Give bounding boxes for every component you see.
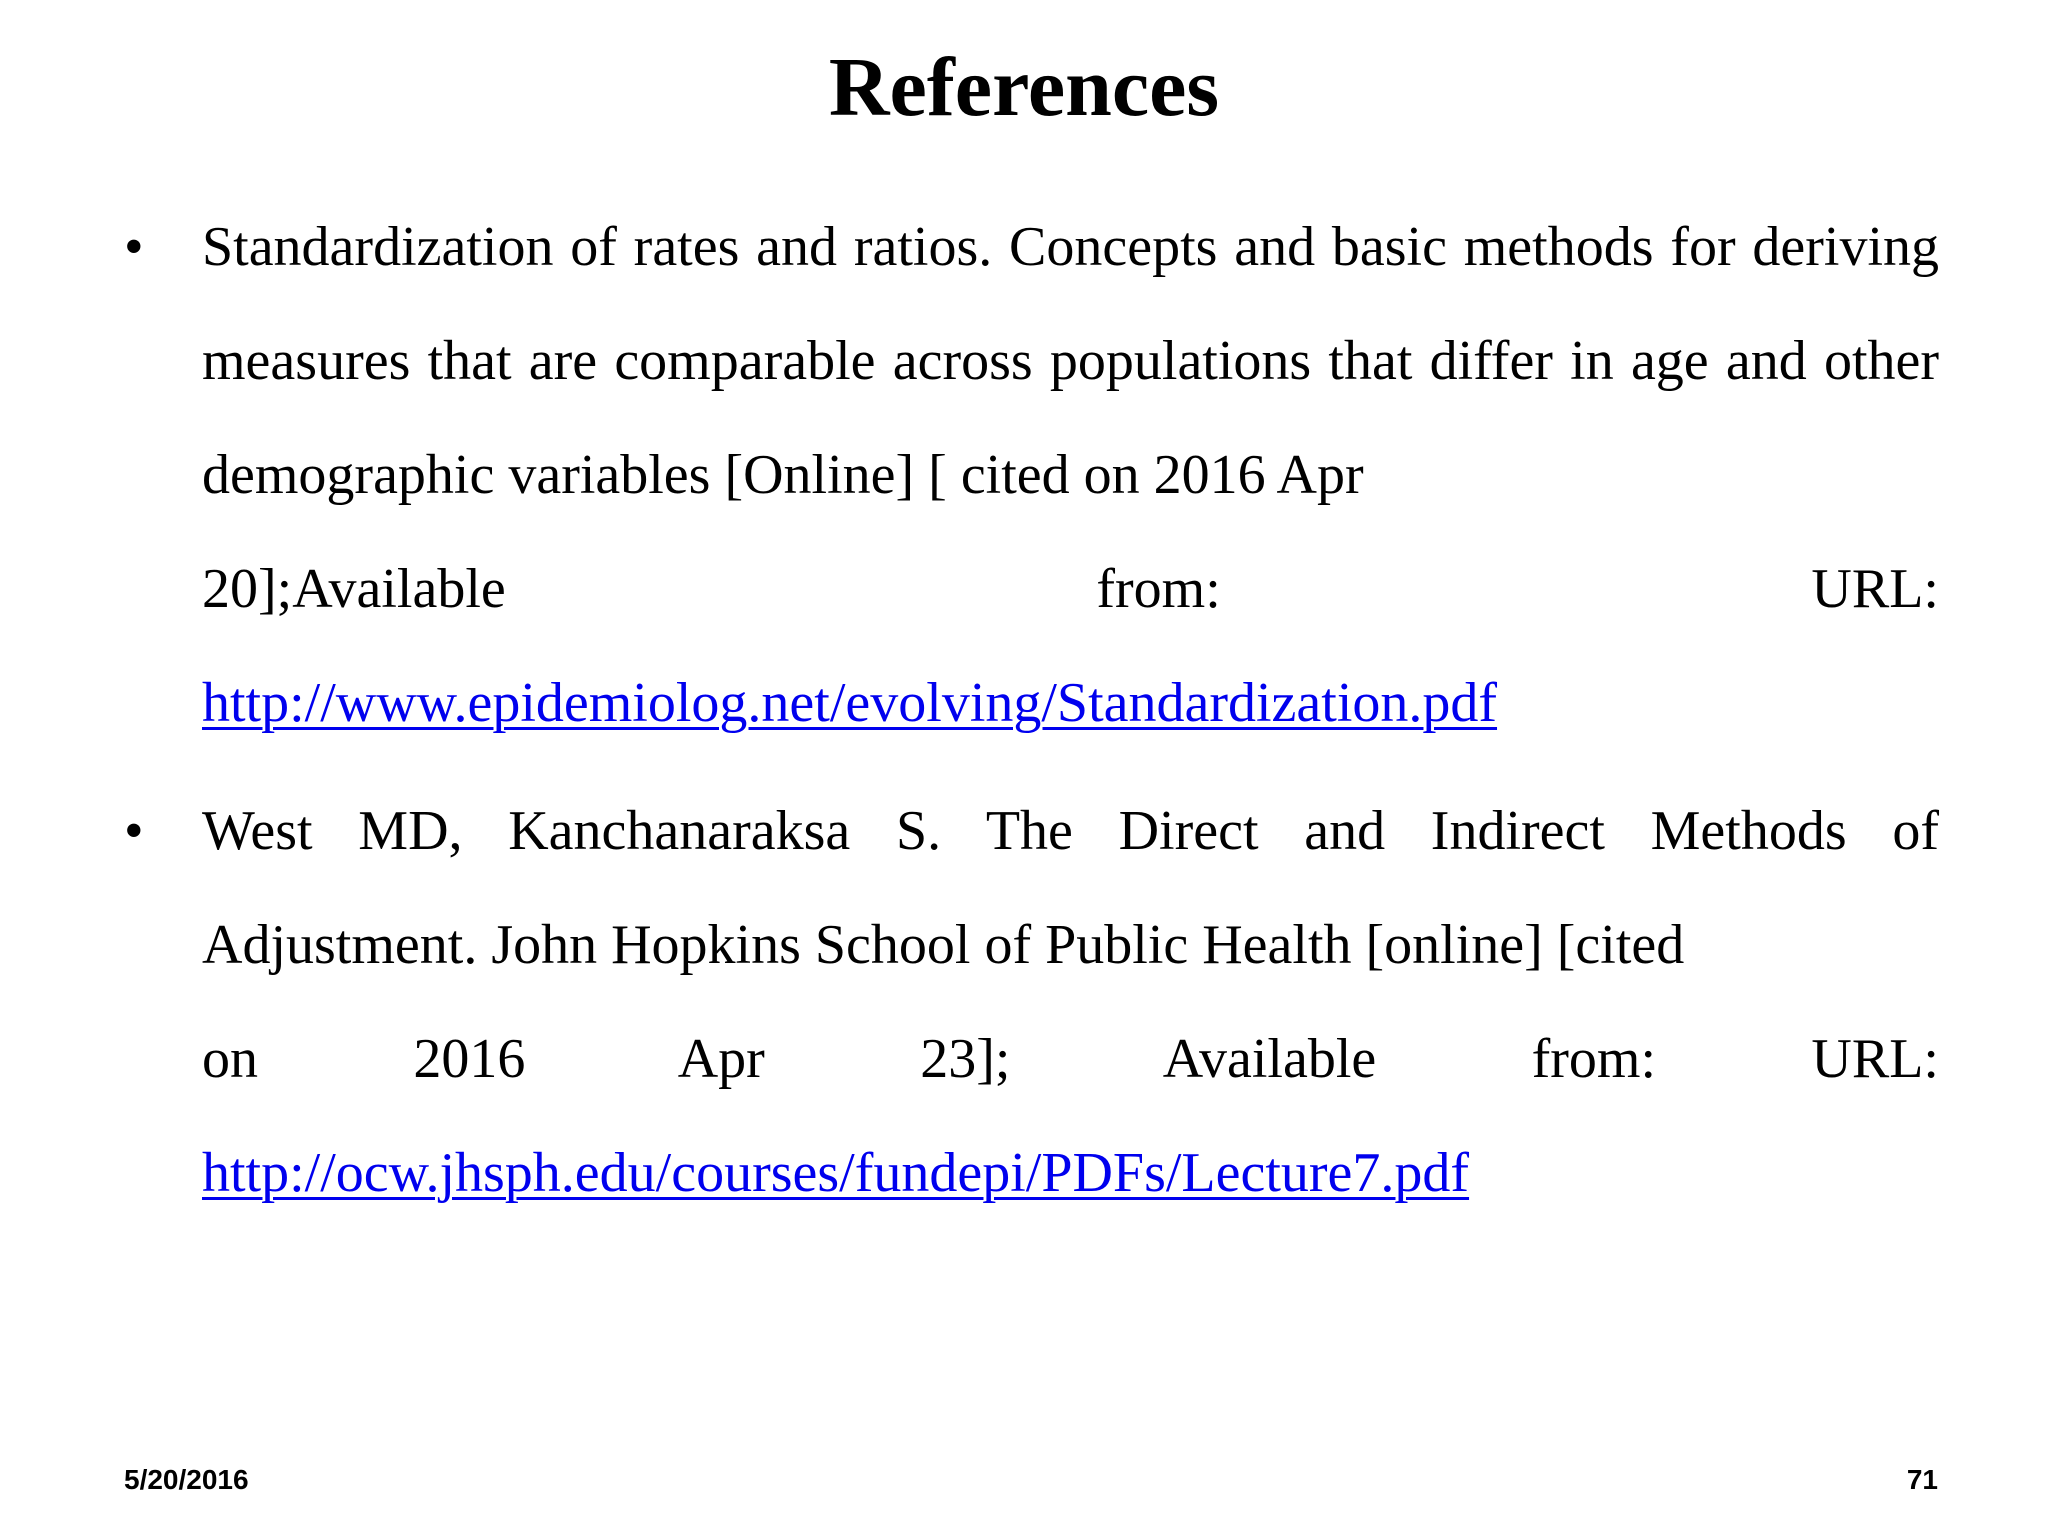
reference-text-body: Standardization of rates and ratios. Concepts and basic methods for deriving measures that are comparable across populations that differ in age and other demographic variables [Online] [ cited on 2016 Apr (202, 216, 1939, 506)
reference-text (202, 774, 1939, 1230)
reference-item (0, 774, 1939, 1230)
reference-link[interactable]: http://www.epidemiolog.net/evolving/Standardization.pdf (202, 672, 1498, 734)
reference-text (202, 190, 1939, 760)
footer-date: 5/20/2016 (124, 1464, 249, 1495)
reference-text-tail: 20];Available from: URL: (202, 558, 1939, 620)
reference-item (0, 190, 1939, 760)
slide-title: References (828, 41, 1220, 134)
page-number: 71 (1906, 1464, 1938, 1495)
reference-list (0, 190, 2048, 1244)
reference-text-tail: on 2016 Apr 23]; Available from: URL: (202, 1028, 1939, 1090)
reference-text-body: West MD, Kanchanaraksa S. The Direct and Indirect Methods of Adjustment. John Hopkins School of Public Health [online] [cited (202, 800, 1939, 976)
bullet-icon: • (124, 800, 144, 862)
reference-link[interactable]: http://ocw.jhsph.edu/courses/fundepi/PDFs/Lecture7.pdf (202, 1142, 1470, 1204)
bullet-icon: • (124, 216, 144, 278)
